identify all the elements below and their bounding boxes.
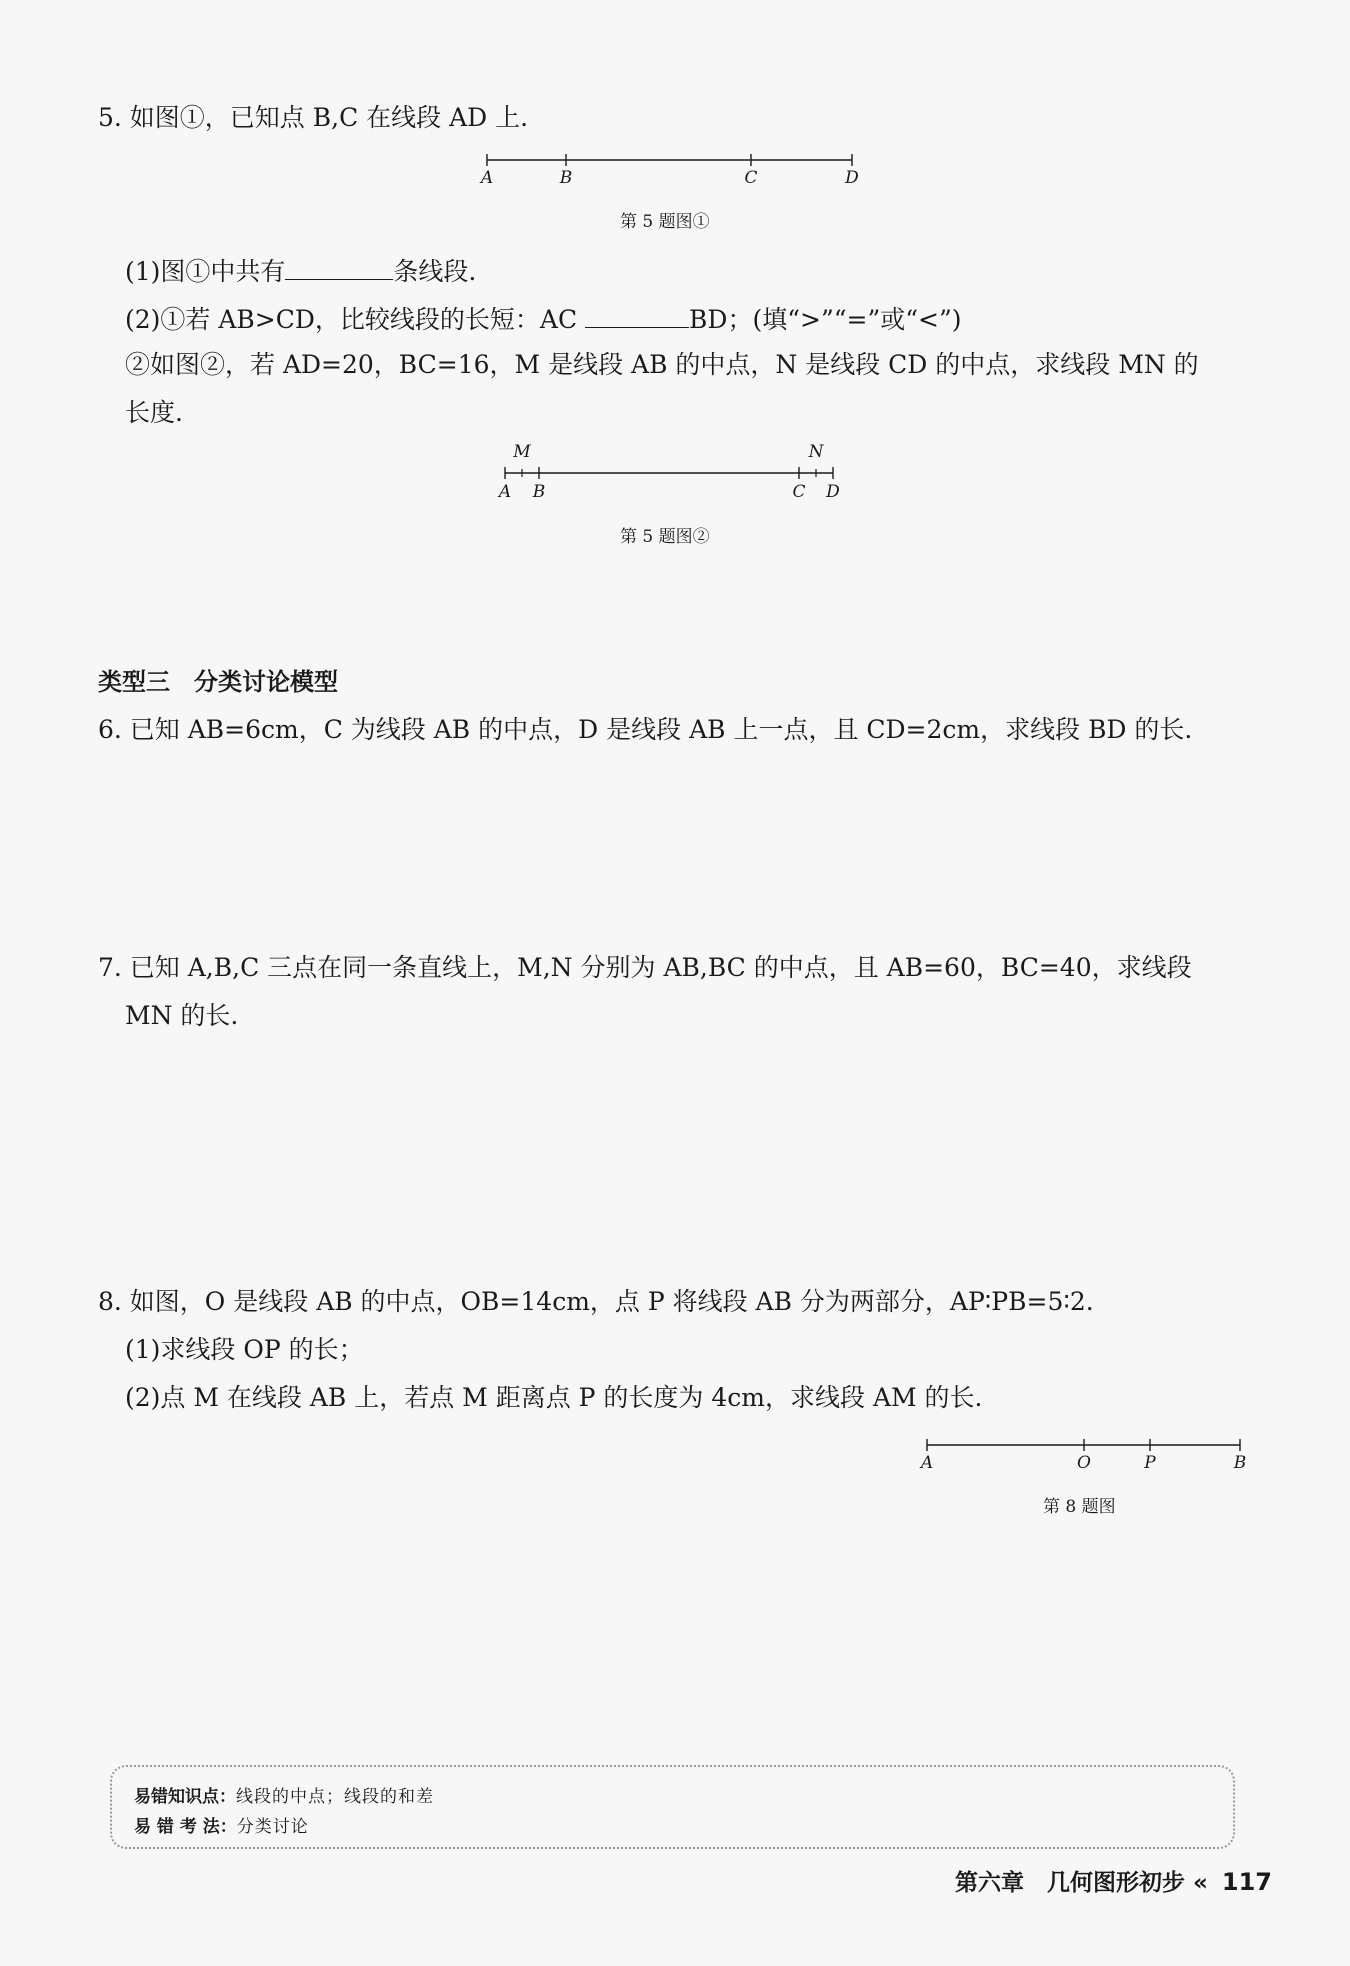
question-5-part-1 [125,253,476,289]
fig5-2-label-n: N [808,442,824,462]
tips-label-2: 易 错 考 法： [134,1817,237,1837]
q5-part2-before: (2)①若 AB>CD，比较线段的长短：AC [125,305,578,334]
question-5-stem: 5. 如图①，已知点 B,C 在线段 AD 上. [98,103,529,132]
fig8-label-b: B [1233,1453,1247,1473]
fig5-1-label-a: A [480,168,494,188]
question-7-line-1: 7. 已知 A,B,C 三点在同一条直线上，M,N 分别为 AB,BC 的中点，且 AB=60，BC=40，求线段 [98,953,1192,982]
question-5-part-3-line-1: ②如图②，若 AD=20，BC=16，M 是线段 AB 的中点，N 是线段 CD 的中点，求线段 MN 的 [125,350,1199,379]
q5-part1-before: (1)图①中共有 [125,257,286,286]
fig8-label-a: A [920,1453,934,1473]
figure-5-2 [490,442,850,505]
error-tips-box [110,1765,1235,1849]
tips-line-1 [134,1782,434,1807]
q5-part2-after: BD；(填“>”“=”或“<”) [689,305,962,334]
figure-8-caption: 第 8 题图 [1043,1497,1116,1517]
page-footer [955,1864,1272,1897]
fig5-2-label-c: C [792,482,806,502]
fig5-2-label-d: D [826,482,840,502]
question-7-line-2: MN 的长. [125,1001,239,1030]
figure-5-1 [470,150,870,195]
figure-8 [910,1435,1250,1475]
tips-label-1: 易错知识点： [134,1787,236,1807]
fig5-2-label-a: A [498,482,512,502]
answer-blank-2[interactable] [585,301,689,328]
fig8-label-o: O [1077,1453,1091,1473]
fig5-2-label-b: B [532,482,546,502]
question-6: 6. 已知 AB=6cm，C 为线段 AB 的中点，D 是线段 AB 上一点，且 CD=2cm，求线段 BD 的长. [98,715,1193,744]
question-8-part-2: (2)点 M 在线段 AB 上，若点 M 距离点 P 的长度为 4cm，求线段 AM 的长. [125,1383,983,1412]
fig5-1-label-b: B [559,168,573,188]
section-heading: 类型三 分类讨论模型 [98,668,338,696]
fig8-label-p: P [1144,1453,1156,1473]
fig5-2-label-m: M [513,442,531,462]
question-5-part-3-line-2: 长度. [125,398,183,427]
fig5-1-label-c: C [744,168,758,188]
question-5-part-2 [125,301,962,337]
answer-blank-1[interactable] [285,253,393,280]
tips-value-2: 分类讨论 [236,1817,309,1837]
question-8-stem: 8. 如图，O 是线段 AB 的中点，OB=14cm，点 P 将线段 AB 分为两部分，AP∶PB=5∶2. [98,1287,1094,1316]
fig5-1-label-d: D [845,168,859,188]
figure-5-2-caption: 第 5 题图② [620,527,710,547]
tips-value-1: 线段的中点；线段的和差 [236,1787,434,1807]
chapter-title: 第六章 几何图形初步 [955,1870,1185,1896]
tips-line-2 [134,1812,309,1837]
figure-5-1-caption: 第 5 题图① [620,212,710,232]
chevron-left-icon: « [1193,1870,1208,1896]
question-8-part-1: (1)求线段 OP 的长； [125,1335,364,1364]
q5-part1-after: 条线段. [393,257,477,286]
page-number: 117 [1221,1868,1272,1896]
